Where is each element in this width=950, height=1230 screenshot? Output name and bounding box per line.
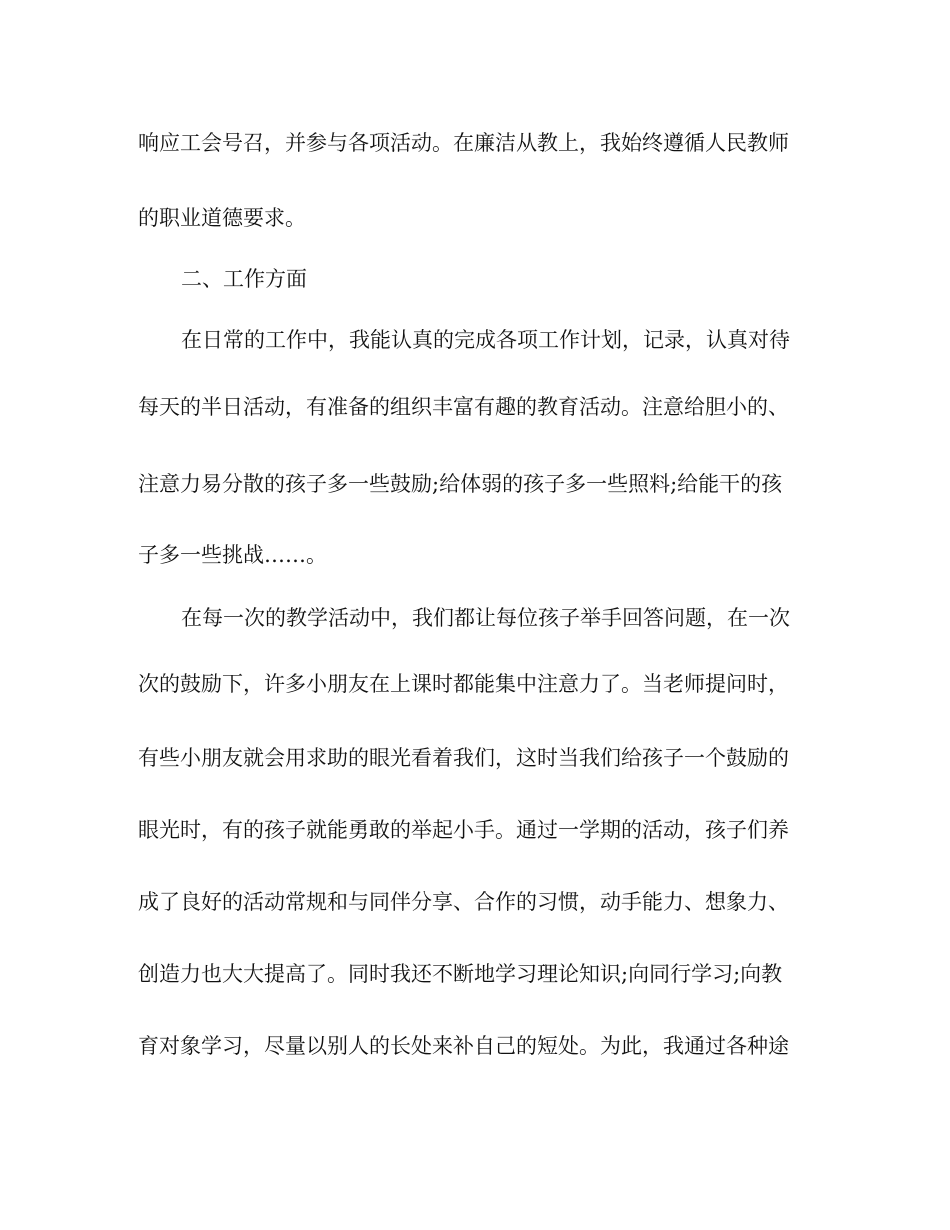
text-line-9: 次的鼓励下，许多小朋友在上课时都能集中注意力了。当老师提问时，: [138, 672, 789, 696]
section-heading: 二、工作方面: [181, 267, 307, 291]
text-line-7: 子多一些挑战……。: [138, 543, 327, 567]
text-line-8: 在每一次的教学活动中，我们都让每位孩子举手回答问题，在一次: [181, 606, 790, 630]
text-line-11: 眼光时，有的孩子就能勇敢的举起小手。通过一学期的活动，孩子们养: [138, 818, 789, 842]
text-line-2: 的职业道德要求。: [138, 206, 306, 230]
text-line-6: 注意力易分散的孩子多一些鼓励;给体弱的孩子多一些照料;给能干的孩: [138, 472, 783, 496]
text-line-12: 成了良好的活动常规和与同伴分享、合作的习惯，动手能力、想象力、: [138, 890, 789, 914]
text-line-5: 每天的半日活动，有准备的组织丰富有趣的教育活动。注意给胆小的、: [138, 395, 789, 419]
text-line-4: 在日常的工作中，我能认真的完成各项工作计划，记录，认真对待: [181, 328, 790, 352]
text-line-13: 创造力也大大提高了。同时我还不断地学习理论知识;向同行学习;向教: [138, 962, 783, 986]
text-line-1: 响应工会号召，并参与各项活动。在廉洁从教上，我始终遵循人民教师: [138, 131, 789, 155]
text-line-14: 育对象学习，尽量以别人的长处来补自己的短处。为此，我通过各种途: [138, 1034, 789, 1058]
text-line-10: 有些小朋友就会用求助的眼光看着我们，这时当我们给孩子一个鼓励的: [138, 746, 789, 770]
